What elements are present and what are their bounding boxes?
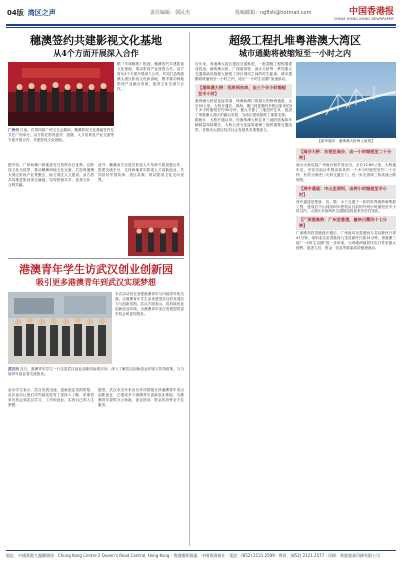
article2-subheading: 【港珠澳大桥：西岸到东岸，由三个半小时缩短至半小时】 [195,84,292,98]
article2-subheading: 【广深港高铁：广州至香港，最快只需四十七分钟】 [296,216,396,230]
article1-photo-caption [8,128,114,162]
article3-paragraph: 据悉，武汉市近年来出台多项措施支持港澳青年来汉创新创业，已建成多个港澳青年创新创业基地，为港澳青年提供办公场地、创业指导、资金扶持等全方位服务。 [98,388,184,407]
article1-paragraph: 据介绍，广州和澳门两地将充分发挥各自优势，以影视文化为纽带，推动穗澳两地文化交流，打造粤港澳大湾区影视产业集聚区，助力湾区人文建设。双方将共同推进影视项目落地，实现资源共享、优势互补、互利共赢。 [8,163,94,187]
article1-body-col1 [117,62,184,162]
newspaper-logo [332,4,394,21]
caption-label: 武汉讯 [8,367,19,371]
header-rule-thin [6,27,396,28]
article1-paragraph: 此外，穗澳双方还将在影视人才培养方面加强合作，搭建交流平台，支持两地青年影视人才创新创业，共同讲好中国故事、湾区故事，推动影视文化走向世界。 [98,163,184,182]
page-header [0,0,402,30]
article2-headline [195,34,395,59]
article3-body-col1 [115,292,184,364]
article1-photo [8,62,114,126]
article1-small-photo [128,216,184,256]
editor-label: 责任编辑：郭民杰 [150,10,191,16]
article2-paragraph: 港珠澳大桥是连接香港、珠海和澳门的超大型跨海通道，全长55公里。大桥开通后，珠海、澳门到香港的车程由原来的3个多小时缩短至约30分钟，极大方便了三地居民往来，促进了粤港澳大湾区的融合发展，为湾区建设提供了重要支撑。 [195,98,292,118]
article3-subtitle: 吸引更多港澳青年到武汉实现梦想 [36,277,156,287]
article1-subtitle: 从4个方面开展深入合作 [53,48,139,58]
article2-subheading: 【南沙大桥：东莞至南沙，由一小时缩短至二十分钟】 [296,148,396,162]
article3-photo-caption [8,367,184,387]
article1-title: 穗澳签约共建影视文化基地 [30,34,162,47]
logo-english: CHINA HONG KONG NEWSPAPER [333,17,394,21]
article3-headline [8,263,184,288]
article1-body-col2 [8,163,94,253]
article2-col1 [195,62,292,532]
article2-subheading: 【深中通道：中山至深圳，由两小时缩短至半小时】 [296,185,396,199]
article3-photo [8,292,112,364]
column-divider [189,32,190,546]
bridge-photo [296,62,396,138]
article-divider [8,258,184,259]
page-footer: 地址：中國香港九龍觀塘道 · Chung Kong Centre 2 Queen's Road Central, Hong Kong · 香港總經銷處：中國香港報社 · 電話：(852) 2121 2599 · 傳真：(852) 2121 2577 · 印刷：香港報業印刷有限公司 [6,550,396,559]
article2-paragraph: 深中通道是集桥、岛、隧、水下互通于一体的世界级跨海集群工程，建成后中山到深圳车程将由目前的约两小时缩短至半小时以内，大湾区东西两岸交通格局将迎来历史性变化。 [296,199,396,214]
section-name: 湾区之声 [27,9,56,17]
article1-headline [8,34,184,59]
article2-paragraph: 南沙大桥连接广州南沙和东莞沙田，全长12.89公里，大桥通车后，东莞至南沙车程由原来的一个多小时缩短至约二十分钟，有效分流虎门大桥交通压力，进一步完善珠三角高速公路网络。 [296,163,396,182]
article1-paragraph: 据《羊城晚报》报道，穗澳签约共建影视文化基地，推动影视产业深度合作。双方将从4个方面开展深入合作，共同打造粤港澳大湾区影视文化新高地，携手推动两地影视产业融合发展，促进文化交流与合作。 [117,62,184,91]
bridge-photo-caption: 【新华通讯：港珠澳大桥海上航拍】 [317,139,375,143]
page-section [7,8,56,18]
contact-email: 投稿邮箱：ngflsh@hotmail.com [235,10,312,16]
page-number: 04版 [7,9,24,17]
caption-text: 近日，港澳青年学生一行走进武汉创业创新园参观访问，深入了解武汉创新创业环境与扶持政策，与当地青年创业者交流座谈。 [8,367,184,376]
article3-paragraph: 本次活动旨在加强港澳青年与内地青年的交流，让港澳青年学生亲身感受武汉的发展活力与创新氛围。武汉方面表示，将持续优化创新创业环境，为港澳青年来汉发展提供更多机会和更好服务。 [115,292,184,316]
article2-paragraph: 据统计，大桥开通以来，经港珠澳大桥往来三地的旅客和车辆数量持续增长，大桥已成为连接粤港澳三地的重要交通纽带，对推动大湾区经济社会发展具有重要意义。 [195,118,292,133]
caption-label: 广州讯 [8,128,19,132]
header-rule [6,24,396,26]
article3-body-col2 [8,388,94,546]
article2-paragraph: 广深港高铁香港段开通后，广州南站至香港西九龙站最快只需47分钟，深圳北站至香港西九龙站最快只需14分钟，粤港澳三地“一小时生活圈”进一步形成，为粤港两地居民出行带来极大便利，促进人员、资金、信息等要素高效便捷流动。 [296,231,396,251]
article2-subtitle: 城市通勤将被缩短至一小时之内 [239,48,351,58]
article3-body-col3 [98,388,184,546]
logo-chinese: 中国香港报 [348,7,394,17]
article3-title: 港澳青年学生访武汉创业创新园 [19,263,173,276]
article2-title: 超级工程扎堆粤港澳大湾区 [229,34,361,47]
article2-paragraph: 近年来，粤港澳大湾区建设全面推进，一批超级工程相继建成投用，港珠澳大桥、广深港高铁、南沙大桥等一系列重大交通基础设施极大缩短了湾区城市之间的时空距离，城市通勤将被缩短至一小时之内，湾区“一小时生活圈”加速形成。 [195,62,292,81]
article2-col2 [296,146,396,532]
article3-paragraph: 参访学生表示，武汉发展迅速，创新创业氛围浓厚，此次参访让他们对内地发展有了更深入了解，希望将来有机会到武汉学习、工作和创业，实现自己的人生梦想。 [8,388,94,407]
caption-text: 日前，在第四届广州文交会期间，穗澳影视文化基地签约仪式在广州举行。双方将在影视创作、拍摄、人才培养及产业交流等方面开展合作，共建影视文化基地。 [8,128,114,142]
